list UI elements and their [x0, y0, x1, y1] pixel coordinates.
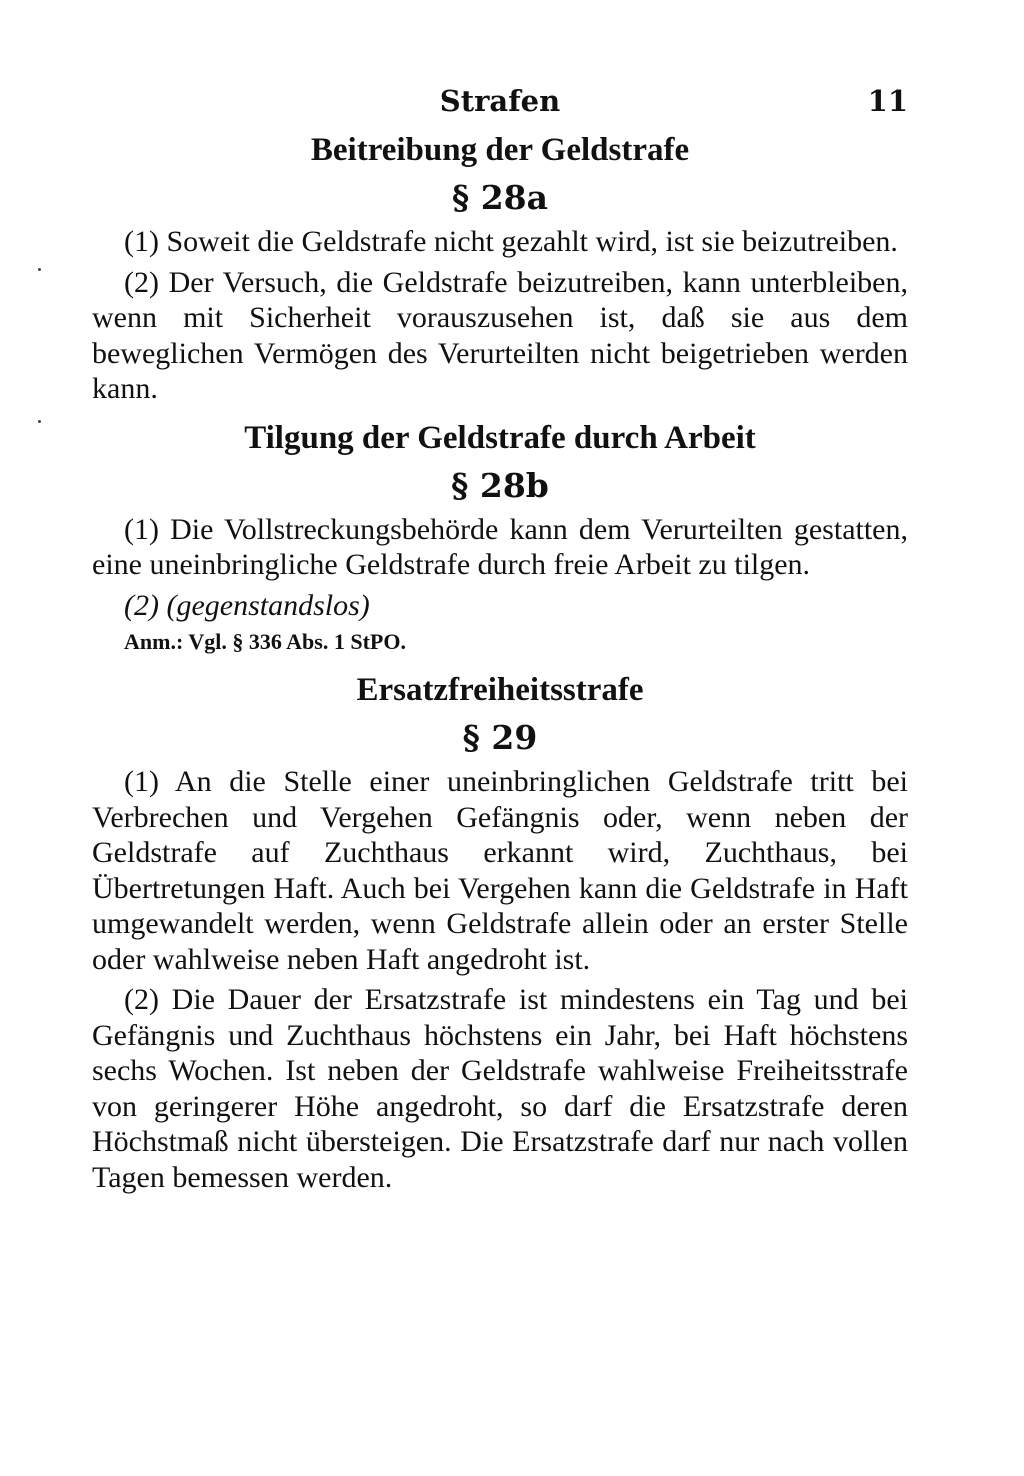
paragraph-text: (2) Der Versuch, die Geldstrafe beizutreiben, kann unterbleiben, wenn mit Sicherheit vorauszusehen ist, daß sie aus dem beweglichen Vermögen des Verurteilten nicht beigetrieben werden kann.: [92, 265, 908, 405]
book-page: [92, 74, 908, 1200]
scan-speck: [38, 420, 41, 423]
scan-speck: [38, 268, 41, 271]
paragraph-text: (2) Die Dauer der Ersatzstrafe ist mindestens ein Tag und bei Gefängnis und Zuchthaus höchstens ein Jahr, bei Haft höchstens sechs Wochen. Ist neben der Geldstrafe wahlweise Freiheitsstrafe von geringerer Höhe angedroht, so darf die Ersatzstrafe deren Höchstmaß nicht übersteigen. Die Ersatzstrafe darf nur nach vollen Tagen bemessen werden.: [92, 983, 908, 1194]
paragraph-text: (1) Die Vollstreckungsbehörde kann dem Verurteilten gestatten, eine uneinbringliche Geldstrafe durch freie Arbeit zu tilgen.: [92, 512, 908, 581]
page-number: 11: [867, 84, 908, 118]
annotation-note: Anm.: Vgl. § 336 Abs. 1 StPO.: [124, 629, 406, 654]
paragraph-text: (2) (gegenstandslos): [124, 588, 370, 622]
running-head: [92, 74, 908, 130]
paragraph-number: § 29: [462, 718, 538, 757]
running-title: Strafen: [439, 84, 561, 118]
section-heading: Ersatzfreiheitsstrafe: [356, 672, 644, 708]
paragraph-text: (1) An die Stelle einer uneinbringlichen Geldstrafe tritt bei Verbrechen und Vergehen Gefängnis oder, wenn neben der Geldstrafe auf Zuchthaus erkannt wird, Zuchthaus, bei Übertretungen Haft. Auch bei Vergehen kann die Geldstrafe in Haft umgewandelt werden, wenn Geldstrafe allein oder an erster Stelle oder wahlweise neben Haft angedroht ist.: [92, 765, 908, 976]
section-heading: Beitreibung der Geldstrafe: [310, 132, 690, 168]
paragraph-text: (1) Soweit die Geldstrafe nicht gezahlt wird, ist sie beizutreiben.: [124, 225, 898, 258]
paragraph-number: § 28a: [451, 178, 549, 217]
section-heading: Tilgung der Geldstrafe durch Arbeit: [244, 419, 756, 456]
paragraph-number: § 28b: [451, 465, 549, 505]
